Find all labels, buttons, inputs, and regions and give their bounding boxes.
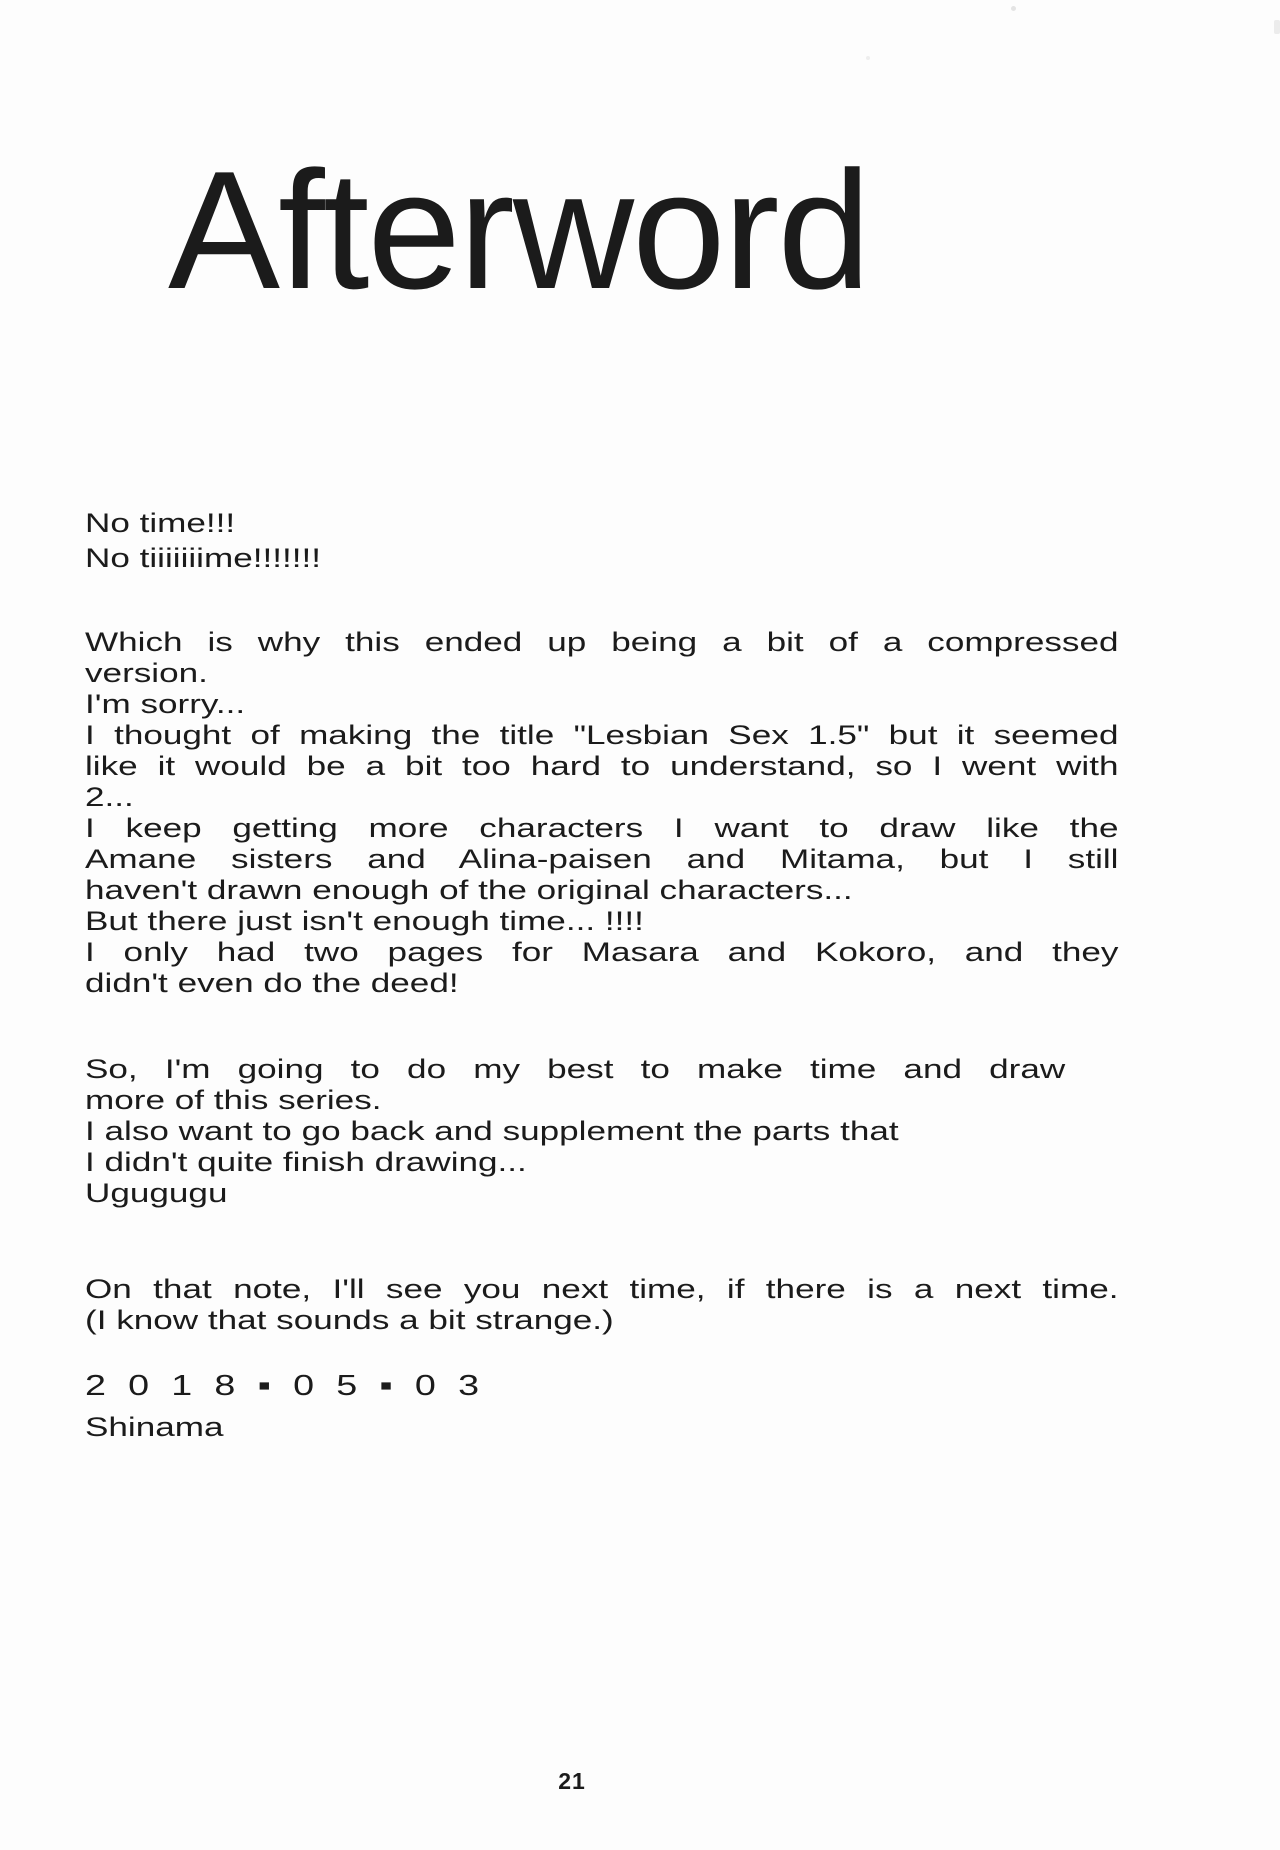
afterword-line: But there just isn't enough time... !!!!: [85, 906, 644, 936]
afterword-line: I keep getting more characters I want to draw like the: [85, 813, 1119, 843]
afterword-line: (I know that sounds a bit strange.): [85, 1305, 614, 1335]
afterword-line: I didn't quite finish drawing...: [85, 1147, 527, 1177]
afterword-line: haven't drawn enough of the original characters...: [85, 875, 853, 905]
paragraph-3: [85, 1274, 1119, 1336]
intro-block: [85, 506, 1119, 576]
afterword-line: I thought of making the title "Lesbian Sex 1.5" but it seemed: [85, 720, 1119, 750]
afterword-line: On that note, I'll see you next time, if there is a next time.: [85, 1274, 1119, 1304]
afterword-line: version.: [85, 658, 208, 688]
scan-speck: [1011, 6, 1016, 11]
afterword-line: 2...: [85, 782, 134, 812]
afterword-text: [85, 0, 1119, 1850]
afterword-line: I only had two pages for Masara and Kokoro, and they: [85, 937, 1119, 967]
signature: Shinama: [85, 1412, 224, 1442]
afterword-line: So, I'm going to do my best to make time and draw: [85, 1054, 1066, 1084]
scan-speck: [866, 56, 870, 60]
afterword-line: Which is why this ended up being a bit of a compressed: [85, 627, 1119, 657]
afterword-line: Amane sisters and Alina-paisen and Mitama, but I still: [85, 844, 1119, 874]
page-number: 21: [558, 1768, 586, 1794]
afterword-line: didn't even do the deed!: [85, 968, 459, 998]
intro-line: No time!!!: [85, 508, 236, 538]
paragraph-2: [85, 1054, 1065, 1209]
afterword-line: I also want to go back and supplement the parts that: [85, 1116, 899, 1146]
scan-speck: [1274, 20, 1280, 34]
paragraph-1: [85, 627, 1119, 999]
afterword-line: Ugugugu: [85, 1178, 228, 1208]
afterword-line: like it would be a bit too hard to understand, so I went with: [85, 751, 1119, 781]
page-title: Afterword: [168, 136, 869, 324]
afterword-line: I'm sorry...: [85, 689, 246, 719]
afterword-line: more of this series.: [85, 1085, 382, 1115]
date-line: 2 0 1 8 ▪ 0 5 ▪ 0 3: [85, 1370, 485, 1402]
intro-line: No tiiiiiiime!!!!!!!: [85, 543, 321, 573]
